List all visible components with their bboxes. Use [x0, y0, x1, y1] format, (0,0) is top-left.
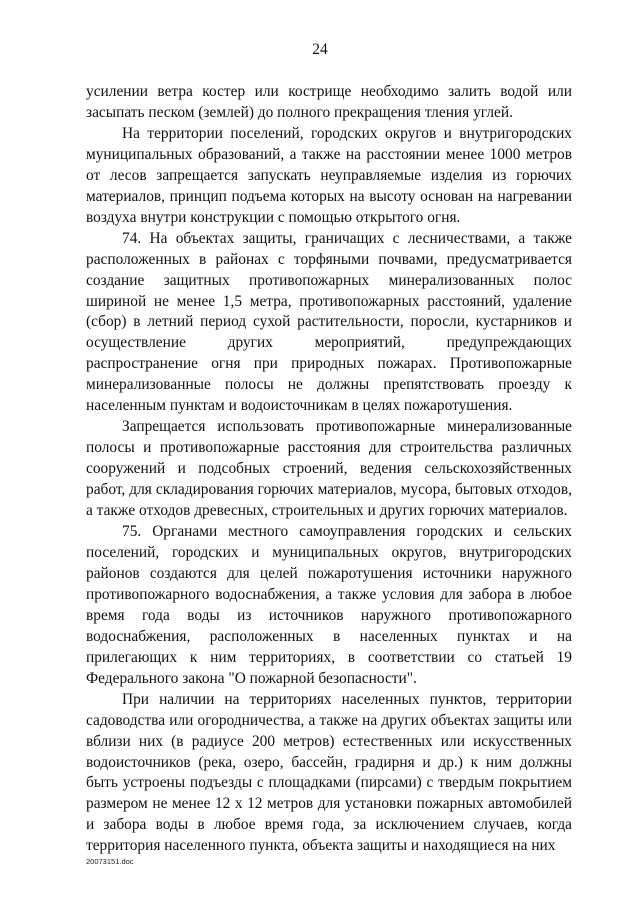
paragraph-sky-lanterns-ban: На территории поселений, городских округов и внутригородских муниципальных образований, а также на расстоянии менее 1000 метров от лесов запрещается запускать неуправляемые изделия из горючих материалов, принцип подъема которых на высоту основан на нагревании воздуха внутри конструкции с помощью открытого огня. [86, 124, 572, 226]
paragraph-fire-extinguishing: усилении ветра костер или кострище необходимо залить водой или засыпать песком (землей) до полного прекращения тления углей. [86, 83, 572, 121]
page-number: 24 [312, 41, 328, 58]
paragraph-clause-75: 75. Органами местного самоуправления городских и сельских поселений, городских и муниципальных округов, внутригородских районов создаются для целей пожаротушения источники наружного противопожарного водоснабжения, а также условия для забора в любое время года воды из источников наружного противопожарного водоснабжения, расположенных в населенных пунктах и на прилегающих к ним территориях, в соответствии со статьей 19 Федерального закона "О пожарной безопасности". [86, 523, 572, 687]
footer-filename: 20073151.doc [86, 857, 134, 866]
paragraph-clause-74: 74. На объектах защиты, граничащих с лесничествами, а также расположенных в районах с торфяными почвами, предусматривается создание защитных противопожарных минерализованных полос шириной не менее 1,5 метра, противопожарных расстояний, удаление (сбор) в летний период сухой растительности, поросли, кустарников и осуществление других мероприятий, предупреждающих распространение огня при природных пожарах. Противопожарные минерализованные полосы не должны препятствовать проезду к населенным пунктам и водоисточникам в целях пожаротушения. [86, 229, 572, 415]
paragraph-mineralized-strips-ban: Запрещается использовать противопожарные минерализованные полосы и противопожарные расстояния для строительства различных сооружений и подсобных строений, ведения сельскохозяйственных работ, для складирования горючих материалов, мусора, бытовых отходов, а также отходов древесных, строительных и других горючих материалов. [86, 418, 572, 520]
paragraph-water-sources-access: При наличии на территориях населенных пунктов, территории садоводства или огородничества, а также на других объектах защиты или вблизи них (в радиусе 200 метров) естественных или искусственных водоисточников (река, озеро, бассейн, градирня и др.) к ним должны быть устроены подъезды с площадками (пирсами) с твердым покрытием размером не менее 12 х 12 метров для установки пожарных автомобилей и забора воды в любое время года, за исключением случаев, когда территория населенного пункта, объекта защиты и находящиеся на них [86, 690, 572, 855]
document-body [86, 82, 572, 857]
